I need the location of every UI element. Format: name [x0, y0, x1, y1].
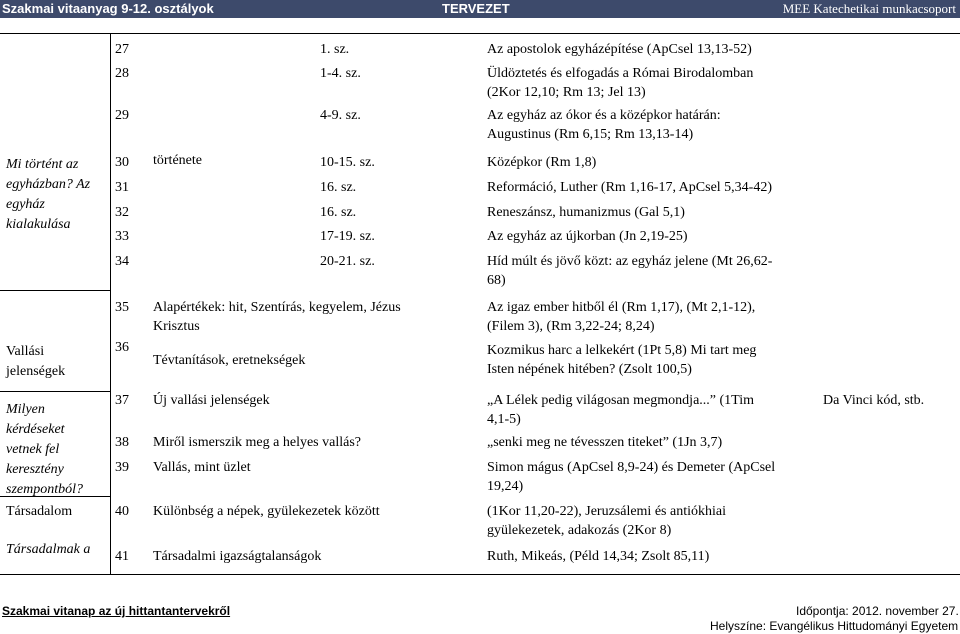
row-divider-section2 — [0, 290, 110, 291]
section-heading-societies: Társadalmak a — [6, 542, 91, 557]
row-content — [487, 227, 688, 246]
row-content — [487, 178, 772, 197]
section-heading-line: Milyen — [6, 402, 45, 417]
topic-line: Krisztus — [153, 319, 200, 334]
topic-line: Tévtanítások, eretnekségek — [153, 353, 306, 368]
row-topic — [153, 458, 251, 477]
row-number: 34 — [115, 254, 129, 269]
row-content — [487, 298, 755, 336]
row-number: 40 — [115, 504, 129, 519]
content-line: Reneszánsz, humanizmus (Gal 5,1) — [487, 205, 685, 220]
content-line: Középkor (Rm 1,8) — [487, 155, 597, 170]
row-content — [487, 252, 772, 290]
row-period: 4-9. sz. — [320, 108, 361, 123]
content-line: (2Kor 12,10; Rm 13; Jel 13) — [487, 85, 646, 100]
section-heading-line: egyház — [6, 197, 45, 212]
row-number: 32 — [115, 205, 129, 220]
section-heading-questions — [6, 400, 83, 500]
footer-left: Szakmai vitanap az új hittantantervekről — [2, 604, 231, 618]
row-number: 35 — [115, 300, 129, 315]
row-topic — [153, 298, 401, 336]
content-line: 19,24) — [487, 479, 524, 494]
section-heading-line: jelenségek — [6, 364, 66, 379]
row-number: 38 — [115, 435, 129, 450]
header-left-title: Szakmai vitaanyag 9-12. osztályok — [2, 1, 214, 16]
row-number: 27 — [115, 42, 129, 57]
topic-line: Különbség a népek, gyülekezetek között — [153, 504, 380, 519]
row-divider-section3 — [0, 391, 110, 392]
section-heading-religious-phenomena — [6, 342, 65, 382]
content-line: „senki meg ne tévesszen titeket” (1Jn 3,7) — [487, 435, 723, 450]
footer-place: Helyszíne: Evangélikus Hittudományi Egyetem — [710, 619, 959, 633]
row-period: 1-4. sz. — [320, 66, 361, 81]
header-center-title: TERVEZET — [442, 1, 510, 16]
topic-line: Alapértékek: hit, Szentírás, kegyelem, Jézus — [153, 300, 401, 315]
content-line: 4,1-5) — [487, 412, 521, 427]
row-period: 16. sz. — [320, 180, 357, 195]
row-period: 20-21. sz. — [320, 254, 375, 269]
content-line: Az egyház az ókor és a középkor határán: — [487, 108, 721, 123]
content-line: Kozmikus harc a lelkekért (1Pt 5,8) Mi tart meg — [487, 343, 757, 358]
content-line: (1Kor 11,20-22), Jeruzsálemi és antiókhiai — [487, 504, 726, 519]
row-period: 10-15. sz. — [320, 155, 375, 170]
table-bottom-border — [0, 574, 960, 575]
row-number: 39 — [115, 460, 129, 475]
row-number: 28 — [115, 66, 129, 81]
row-note: Da Vinci kód, stb. — [823, 393, 925, 408]
row-period: 16. sz. — [320, 205, 357, 220]
section-heading-line: egyházban? Az — [6, 177, 91, 192]
content-line: Üldöztetés és elfogadás a Római Birodalomban — [487, 66, 754, 81]
row-number: 29 — [115, 108, 129, 123]
row-content — [487, 391, 754, 429]
row-content — [487, 203, 685, 222]
section-heading-history — [6, 155, 90, 235]
topic-line: Vallás, mint üzlet — [153, 460, 251, 475]
topic-line: Miről ismerszik meg a helyes vallás? — [153, 435, 361, 450]
content-line: (Filem 3), (Rm 3,22-24; 8,24) — [487, 319, 655, 334]
row-content — [487, 64, 753, 102]
header-right-title: MEE Katechetikai munkacsoport — [782, 1, 956, 16]
content-line: Ruth, Mikeás, (Péld 14,34; Zsolt 85,11) — [487, 549, 710, 564]
table-top-border — [0, 33, 960, 34]
content-line: gyülekezetek, adakozás (2Kor 8) — [487, 523, 672, 538]
content-line: Reformáció, Luther (Rm 1,16-17, ApCsel 5,34-42) — [487, 180, 773, 195]
column-divider-left — [110, 33, 111, 574]
row-number: 33 — [115, 229, 129, 244]
content-line: 68) — [487, 273, 506, 288]
section-heading-line: keresztény — [6, 462, 64, 477]
content-line: Augustinus (Rm 6,15; Rm 13,13-14) — [487, 127, 694, 142]
row-number: 36 — [115, 340, 129, 355]
row-content — [487, 40, 752, 59]
row-period: 17-19. sz. — [320, 229, 375, 244]
row-number: 31 — [115, 180, 129, 195]
row-content — [487, 502, 726, 540]
row-content — [487, 433, 722, 452]
row-content — [487, 547, 709, 566]
section-heading-society: Társadalom — [6, 504, 73, 519]
footer-date: Időpontja: 2012. november 27. — [796, 604, 959, 618]
row-content — [487, 153, 596, 172]
row-content — [487, 341, 756, 379]
section-heading-line: kialakulása — [6, 217, 71, 232]
row-topic — [153, 391, 270, 410]
content-line: Simon mágus (ApCsel 8,9-24) és Demeter (ApCsel — [487, 460, 776, 475]
row-content — [487, 106, 721, 144]
row-topic — [153, 502, 380, 521]
topic-line: Új vallási jelenségek — [153, 393, 270, 408]
section-heading-line: vetnek fel — [6, 442, 60, 457]
row-topic — [153, 433, 361, 452]
content-line: Isten népének hitében? (Zsolt 100,5) — [487, 362, 692, 377]
content-line: Híd múlt és jövő közt: az egyház jelene (Mt 26,62- — [487, 254, 773, 269]
row-period: 1. sz. — [320, 42, 350, 57]
content-line: Az igaz ember hitből él (Rm 1,17), (Mt 2,1-12), — [487, 300, 756, 315]
topic-label-history: története — [153, 153, 202, 168]
section-heading-line: kérdéseket — [6, 422, 65, 437]
row-content — [487, 458, 775, 496]
row-number: 30 — [115, 155, 129, 170]
topic-line: Társadalmi igazságtalanságok — [153, 549, 322, 564]
content-line: Az apostolok egyházépítése (ApCsel 13,13-52) — [487, 42, 752, 57]
row-number: 37 — [115, 393, 129, 408]
document-header — [0, 0, 960, 18]
section-heading-line: Vallási — [6, 344, 45, 359]
content-line: Az egyház az újkorban (Jn 2,19-25) — [487, 229, 688, 244]
section-heading-line: szempontból? — [6, 482, 83, 497]
section-heading-line: Mi történt az — [6, 157, 79, 172]
row-topic — [153, 351, 305, 370]
content-line: „A Lélek pedig világosan megmondja...” (1Tim — [487, 393, 754, 408]
row-number: 41 — [115, 549, 129, 564]
row-topic — [153, 547, 321, 566]
